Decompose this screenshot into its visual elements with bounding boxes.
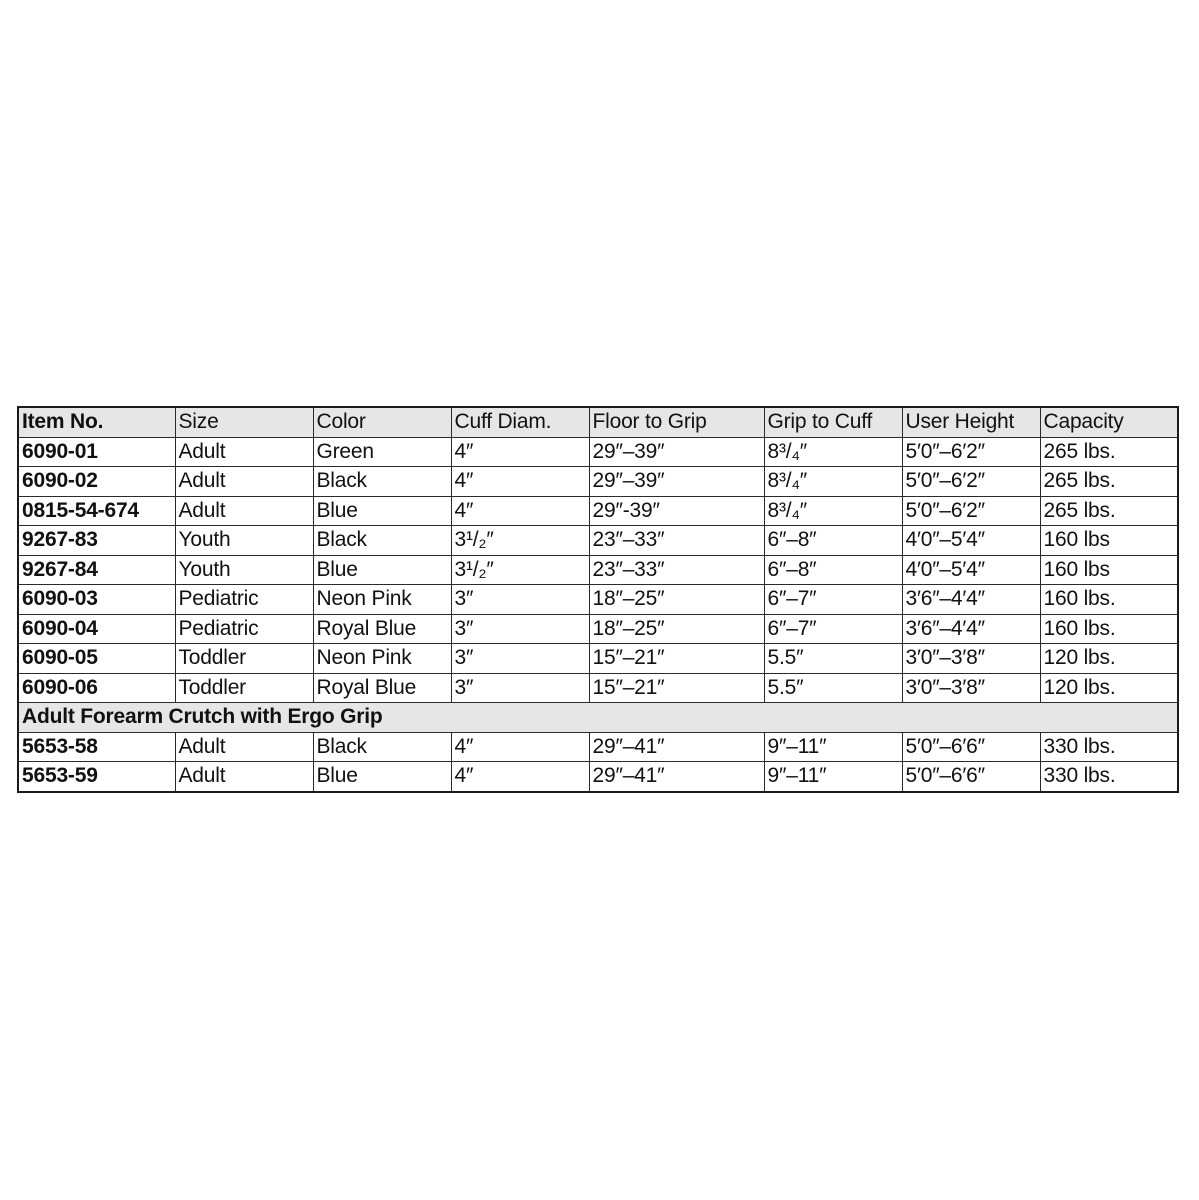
table-cell: Black (313, 467, 451, 497)
table-row (18, 614, 1178, 644)
table-cell: 120 lbs. (1040, 673, 1178, 703)
table-cell: 9″–11″ (764, 732, 902, 762)
table-cell: Blue (313, 762, 451, 792)
item-number-cell: 6090-05 (18, 644, 175, 674)
table-cell: 4′0″–5′4″ (902, 526, 1040, 556)
column-header: User Height (902, 407, 1040, 437)
column-header: Floor to Grip (589, 407, 764, 437)
table-row (18, 762, 1178, 792)
table-cell: 5′0″–6′6″ (902, 762, 1040, 792)
table-cell: Adult (175, 732, 313, 762)
table-cell: Royal Blue (313, 614, 451, 644)
table-cell: 5′0″–6′6″ (902, 732, 1040, 762)
table-cell: 3′6″–4′4″ (902, 585, 1040, 615)
table-cell: 15″–21″ (589, 673, 764, 703)
column-header: Color (313, 407, 451, 437)
table-cell: 160 lbs. (1040, 585, 1178, 615)
table-cell: Adult (175, 496, 313, 526)
table-header-row (18, 407, 1178, 437)
table-row (18, 467, 1178, 497)
table-cell: Youth (175, 526, 313, 556)
table-cell: 6″–8″ (764, 526, 902, 556)
table-cell: Neon Pink (313, 644, 451, 674)
product-spec-table (17, 406, 1179, 793)
table-row (18, 496, 1178, 526)
item-number-cell: 6090-02 (18, 467, 175, 497)
table-cell: 6″–7″ (764, 585, 902, 615)
item-number-cell: 9267-84 (18, 555, 175, 585)
table-cell: 8³/₄″ (764, 437, 902, 467)
table-cell: Pediatric (175, 585, 313, 615)
column-header: Grip to Cuff (764, 407, 902, 437)
table-cell: 3¹/₂″ (451, 555, 589, 585)
table-cell: Adult (175, 437, 313, 467)
table-cell: 6″–8″ (764, 555, 902, 585)
table-cell: 4″ (451, 762, 589, 792)
table-cell: 3′0″–3′8″ (902, 673, 1040, 703)
table-cell: 265 lbs. (1040, 496, 1178, 526)
column-header: Cuff Diam. (451, 407, 589, 437)
table-cell: 29″–41″ (589, 732, 764, 762)
table-cell: 8³/₄″ (764, 496, 902, 526)
section-header-row (18, 703, 1178, 733)
table-row (18, 673, 1178, 703)
table-cell: Black (313, 526, 451, 556)
table-cell: 9″–11″ (764, 762, 902, 792)
table-cell: 265 lbs. (1040, 437, 1178, 467)
item-number-cell: 0815-54-674 (18, 496, 175, 526)
section-title: Adult Forearm Crutch with Ergo Grip (18, 703, 1178, 733)
table-cell: 6″–7″ (764, 614, 902, 644)
table-cell: 330 lbs. (1040, 762, 1178, 792)
table-cell: 23″–33″ (589, 526, 764, 556)
table-row (18, 526, 1178, 556)
item-number-cell: 6090-06 (18, 673, 175, 703)
table-cell: 29″–39″ (589, 437, 764, 467)
table-cell: 265 lbs. (1040, 467, 1178, 497)
table-cell: 5.5″ (764, 673, 902, 703)
table-cell: 5′0″–6′2″ (902, 496, 1040, 526)
item-number-cell: 5653-59 (18, 762, 175, 792)
column-header: Size (175, 407, 313, 437)
table-cell: Blue (313, 555, 451, 585)
table-cell: 3¹/₂″ (451, 526, 589, 556)
table-cell: 4″ (451, 732, 589, 762)
table-cell: 4″ (451, 467, 589, 497)
table-cell: Adult (175, 762, 313, 792)
table-cell: 4″ (451, 496, 589, 526)
table-cell: Blue (313, 496, 451, 526)
table-cell: Green (313, 437, 451, 467)
table-cell: 120 lbs. (1040, 644, 1178, 674)
table-cell: Toddler (175, 673, 313, 703)
item-number-cell: 9267-83 (18, 526, 175, 556)
table-cell: 5′0″–6′2″ (902, 437, 1040, 467)
column-header: Item No. (18, 407, 175, 437)
table-cell: 5′0″–6′2″ (902, 467, 1040, 497)
table-cell: 330 lbs. (1040, 732, 1178, 762)
item-number-cell: 5653-58 (18, 732, 175, 762)
table-row (18, 585, 1178, 615)
table-cell: 29″–41″ (589, 762, 764, 792)
table-cell: 18″–25″ (589, 585, 764, 615)
item-number-cell: 6090-01 (18, 437, 175, 467)
table-cell: Youth (175, 555, 313, 585)
table-cell: 23″–33″ (589, 555, 764, 585)
table-cell: 160 lbs (1040, 555, 1178, 585)
table-cell: 29″-39″ (589, 496, 764, 526)
table-cell: 15″–21″ (589, 644, 764, 674)
table-cell: 8³/₄″ (764, 467, 902, 497)
table-body (18, 407, 1178, 792)
table-cell: Pediatric (175, 614, 313, 644)
table-row (18, 644, 1178, 674)
table-cell: 3′0″–3′8″ (902, 644, 1040, 674)
table-row (18, 437, 1178, 467)
table-cell: 3″ (451, 644, 589, 674)
table-cell: 160 lbs. (1040, 614, 1178, 644)
table-cell: 3′6″–4′4″ (902, 614, 1040, 644)
table-cell: 3″ (451, 673, 589, 703)
table-row (18, 732, 1178, 762)
table-cell: 4′0″–5′4″ (902, 555, 1040, 585)
column-header: Capacity (1040, 407, 1178, 437)
table-cell: 3″ (451, 585, 589, 615)
table-cell: Adult (175, 467, 313, 497)
table-cell: Toddler (175, 644, 313, 674)
table-cell: Black (313, 732, 451, 762)
table-cell: 5.5″ (764, 644, 902, 674)
item-number-cell: 6090-04 (18, 614, 175, 644)
table-cell: Neon Pink (313, 585, 451, 615)
table-cell: Royal Blue (313, 673, 451, 703)
table-cell: 4″ (451, 437, 589, 467)
table-cell: 29″–39″ (589, 467, 764, 497)
item-number-cell: 6090-03 (18, 585, 175, 615)
table-row (18, 555, 1178, 585)
table-cell: 160 lbs (1040, 526, 1178, 556)
table-cell: 18″–25″ (589, 614, 764, 644)
table-cell: 3″ (451, 614, 589, 644)
